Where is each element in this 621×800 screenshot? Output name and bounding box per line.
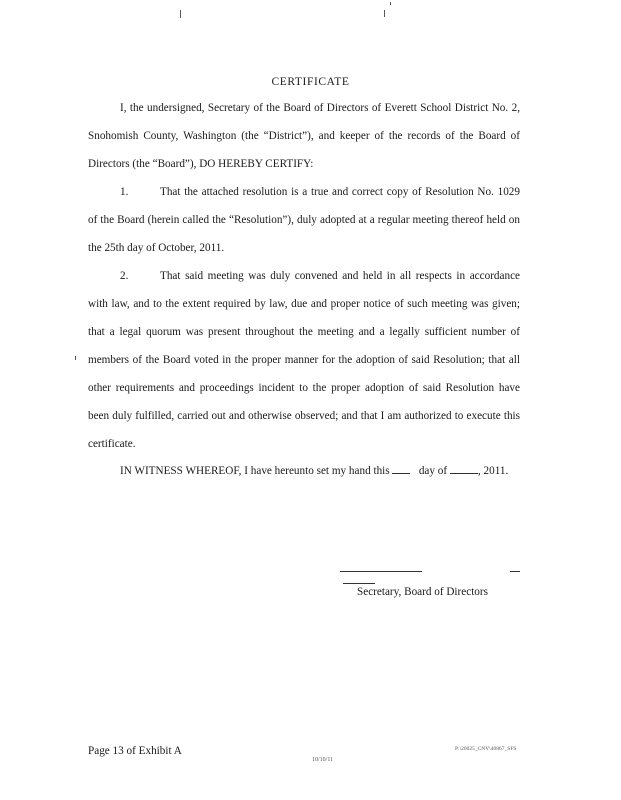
certificate-intro xyxy=(88,94,520,178)
witness-year: 2011. xyxy=(483,465,509,477)
scan-mark xyxy=(390,2,391,5)
witness-clause: IN WITNESS WHEREOF, I have hereunto set my hand this day of , 2011. xyxy=(120,465,509,477)
footer-page-label: Page 13 of Exhibit A xyxy=(88,745,182,757)
item-text: That said meeting was duly convened and held in all respects in accordance with law, and to the extent required by law, due and proper notice of such meeting was given; that a legal quorum was present throughout the meeting and a legally sufficient number of members of the Board voted in the proper manner for the adoption of said Resolution; that all other requirements and proceedings incident to the proper adoption of said Resolution have been duly fulfilled, carried out and otherwise observed; and that I am authorized to execute this certificate. xyxy=(88,270,520,450)
item-number: 1. xyxy=(120,186,129,198)
item-text: That the attached resolution is a true and correct copy of Resolution No. 1029 of the Board (herein called the “Resolution”), duly adopted at a regular meeting thereof held on the 25th day of October, 2011. xyxy=(88,186,520,254)
certificate-item-1 xyxy=(88,178,520,262)
footer-center-code: 10/10/11 xyxy=(312,757,334,763)
scan-mark xyxy=(180,10,181,18)
certificate-title: CERTIFICATE xyxy=(271,76,350,88)
witness-text: IN WITNESS WHEREOF, I have hereunto set my hand this xyxy=(120,465,390,477)
day-blank xyxy=(392,463,410,474)
signature-title: Secretary, Board of Directors xyxy=(357,586,488,598)
certificate-item-2 xyxy=(88,262,520,458)
scan-mark xyxy=(75,356,76,360)
scan-mark xyxy=(384,10,385,17)
footer-doc-code: P:\20025_CNV\40867_SFS xyxy=(455,746,517,752)
signature-line xyxy=(340,571,422,572)
intro-text: I, the undersigned, Secretary of the Board of Directors of Everett School District No. 2, Snohomish County, Washington (the “District”), and keeper of the records of the Board of Directors (the “Board”), DO HEREBY CERTIFY: xyxy=(88,102,520,170)
item-number: 2. xyxy=(120,270,129,282)
signature-line-short xyxy=(343,583,375,584)
month-blank xyxy=(450,463,478,474)
signature-line-end xyxy=(510,571,520,572)
witness-day-word: day of xyxy=(418,465,448,477)
